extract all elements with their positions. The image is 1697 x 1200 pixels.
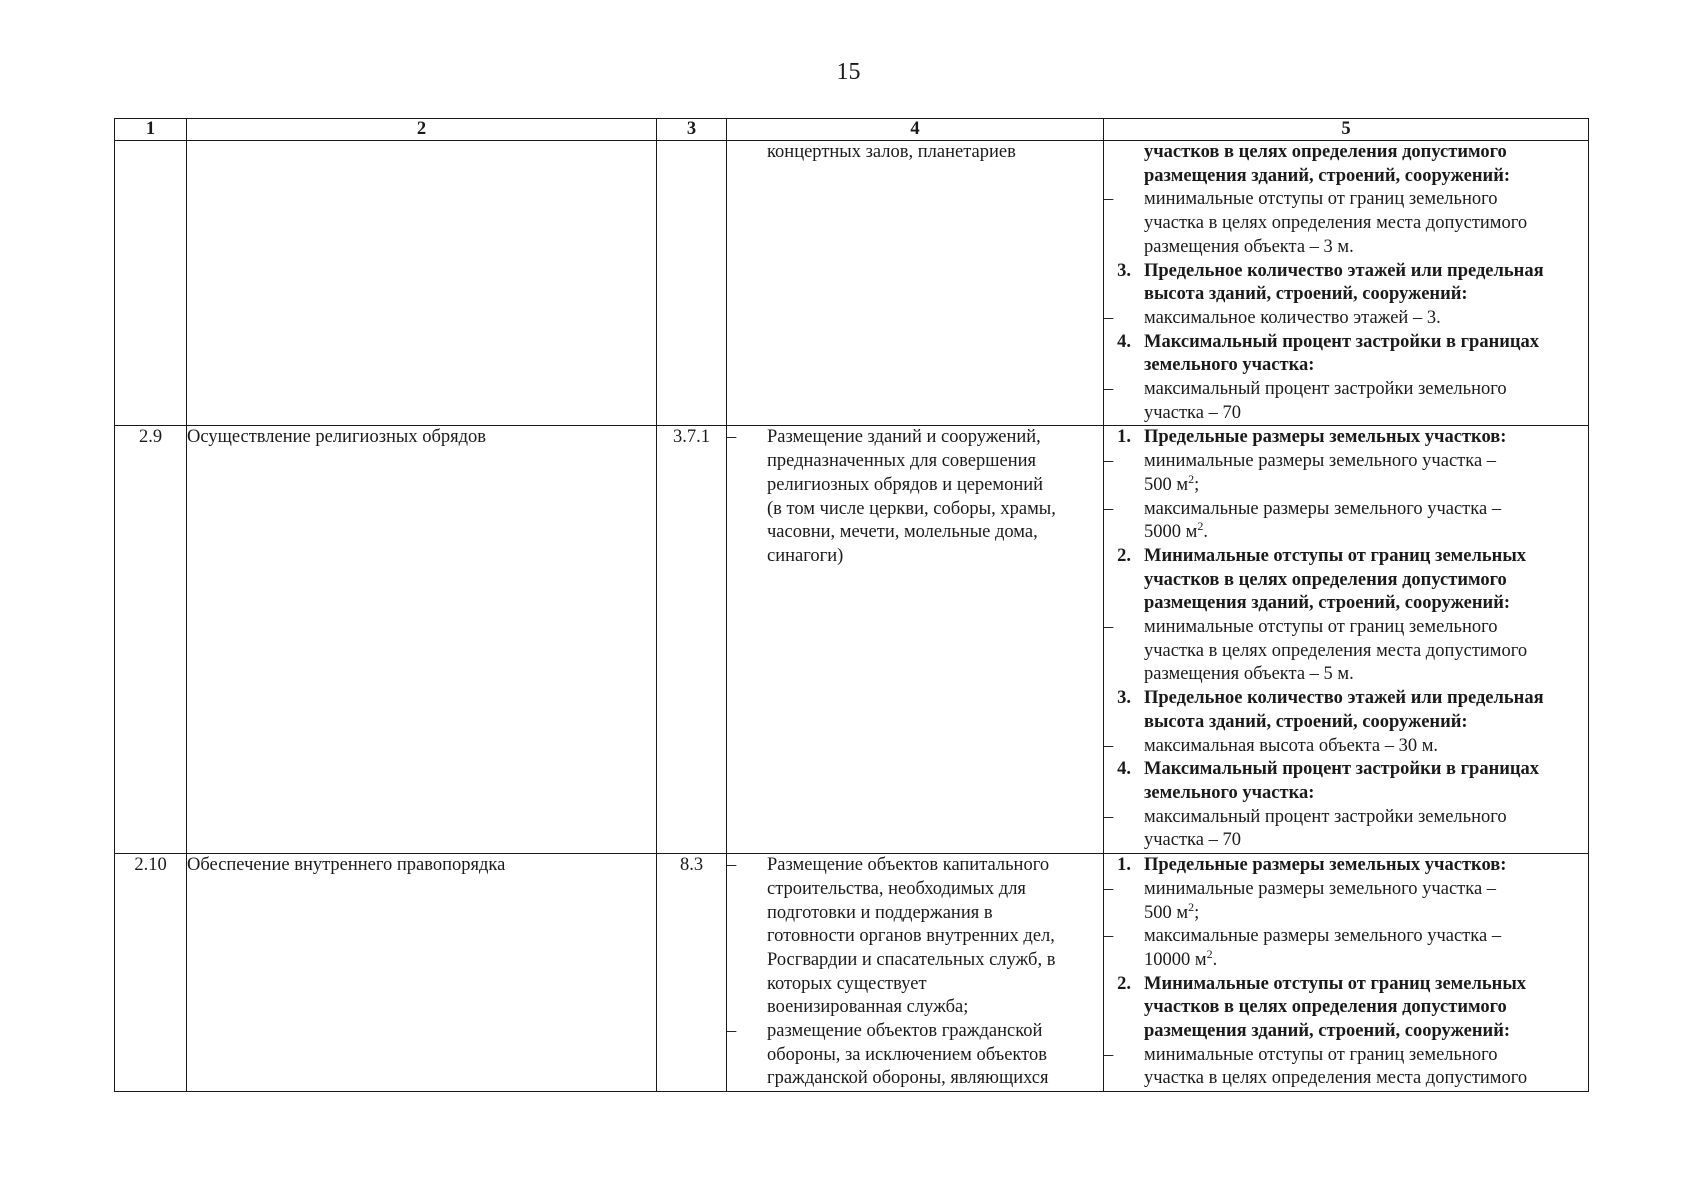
dash-marker: – (1104, 307, 1114, 328)
line-text (1144, 616, 1588, 640)
list-number (1104, 711, 1144, 735)
line-text (1144, 806, 1588, 830)
line-text-main: участка – 70 (1144, 830, 1241, 851)
line-text (767, 925, 1103, 949)
line-text-main: предназначенных для совершения (767, 451, 1037, 472)
superscript: 2 (1197, 519, 1204, 534)
text-line (1104, 1020, 1588, 1044)
list-number (727, 902, 767, 926)
line-text (1144, 260, 1588, 284)
line-text (1144, 829, 1588, 853)
line-text-main: 5000 м (1144, 522, 1198, 543)
text-line (727, 141, 1103, 165)
line-text (767, 141, 1103, 165)
line-text-main: минимальные отступы от границ земельного (1144, 617, 1498, 638)
list-number: 1. (1117, 427, 1131, 448)
line-text-main: размещения зданий, строений, сооружений: (1144, 165, 1511, 186)
text-line (727, 545, 1103, 569)
line-text-main: участка в целях определения места допустимого (1144, 1068, 1528, 1089)
line-text (1144, 188, 1588, 212)
line-text (1144, 946, 1588, 973)
header-row (115, 119, 1589, 141)
line-text-main: размещения объекта – 5 м. (1144, 664, 1354, 685)
line-text-main: участка – 70 (1144, 402, 1241, 423)
text-line (1104, 899, 1588, 926)
line-text-main: Предельные размеры земельных участков: (1144, 855, 1507, 876)
line-text-main: максимальное количество этажей – 3. (1144, 307, 1441, 328)
text-line (1104, 829, 1588, 853)
line-text (1144, 165, 1588, 189)
list-number (1104, 640, 1144, 664)
line-text-main: минимальные размеры земельного участка – (1144, 878, 1497, 899)
line-text-main: военизированная служба; (767, 997, 969, 1018)
text-line (1104, 141, 1588, 165)
line-text-main: размещения зданий, строений, сооружений: (1144, 1021, 1511, 1042)
dash-marker: – (1104, 926, 1114, 947)
bullet-line (1104, 878, 1588, 902)
line-text (767, 474, 1103, 498)
bullet-line (1104, 616, 1588, 640)
line-text-main: земельного участка: (1144, 355, 1315, 376)
text-line (727, 474, 1103, 498)
list-number: 2. (1117, 545, 1131, 566)
line-text (767, 545, 1103, 569)
row-use-name (187, 141, 657, 426)
list-number (727, 878, 767, 902)
bullet-line (1104, 378, 1588, 402)
list-number (1104, 902, 1144, 926)
text-line (727, 996, 1103, 1020)
dash-marker: – (727, 427, 737, 448)
numbered-line (1104, 331, 1588, 355)
text-line (727, 498, 1103, 522)
text-line (1104, 569, 1588, 593)
row-number: 2.10 (115, 854, 187, 1092)
list-number (1104, 354, 1144, 378)
line-text (1144, 925, 1588, 949)
line-text-main: концертных залов, планетариев (767, 142, 1016, 162)
line-text-main: высота зданий, строений, сооружений: (1144, 284, 1468, 305)
line-text (1144, 1067, 1588, 1091)
line-text (1144, 735, 1588, 759)
text-line (727, 973, 1103, 997)
text-line (1104, 782, 1588, 806)
line-text (1144, 1020, 1588, 1044)
text-line (1104, 521, 1588, 545)
line-text-main: подготовки и поддержания в (767, 902, 993, 923)
row-use-code (657, 141, 727, 426)
list-number: 4. (1117, 759, 1131, 780)
line-text-main: которых существует (767, 973, 927, 994)
line-text (767, 521, 1103, 545)
list-number (1104, 592, 1144, 616)
line-text (1144, 402, 1588, 426)
text-line (1104, 663, 1588, 687)
list-number (727, 545, 767, 569)
row-use-code: 8.3 (657, 854, 727, 1092)
list-number: 4. (1117, 331, 1131, 352)
line-text (1144, 711, 1588, 735)
line-text-main: гражданской обороны, являющихся (767, 1068, 1049, 1089)
dash-marker: – (1104, 806, 1114, 827)
text-line (1104, 354, 1588, 378)
line-text (767, 949, 1103, 973)
list-number (727, 973, 767, 997)
line-text-main: минимальные отступы от границ земельного (1144, 1044, 1498, 1065)
list-number (727, 996, 767, 1020)
line-text-main: земельного участка: (1144, 782, 1315, 803)
bullet-line (1104, 498, 1588, 522)
text-line (727, 949, 1103, 973)
bullet-line (1104, 1044, 1588, 1068)
line-text (767, 996, 1103, 1020)
line-text-main: Предельные размеры земельных участков: (1144, 427, 1507, 448)
line-text-main: Максимальный процент застройки в границах (1144, 759, 1540, 780)
dash-marker: – (1104, 451, 1114, 472)
list-number: 2. (1117, 973, 1131, 994)
list-number (1104, 402, 1144, 426)
line-text-main: религиозных обрядов и церемоний (767, 474, 1044, 495)
superscript: 2 (1206, 946, 1213, 961)
text-line (1104, 711, 1588, 735)
line-text (1144, 354, 1588, 378)
line-text (767, 426, 1103, 450)
list-number (727, 521, 767, 545)
table-row (115, 426, 1589, 854)
header-col-4: 4 (727, 119, 1104, 141)
line-text (1144, 236, 1588, 260)
zoning-table (114, 118, 1589, 1092)
bullet-line (1104, 806, 1588, 830)
list-number (727, 141, 767, 165)
row-parameters (1104, 854, 1589, 1092)
line-text-suffix: . (1203, 522, 1208, 543)
text-line (1104, 402, 1588, 426)
line-text (1144, 426, 1588, 450)
line-text-main: минимальные размеры земельного участка – (1144, 451, 1497, 472)
list-number (1104, 212, 1144, 236)
text-line (727, 902, 1103, 926)
list-number (1104, 996, 1144, 1020)
line-text (1144, 569, 1588, 593)
list-number (1104, 829, 1144, 853)
line-text-main: максимальные размеры земельного участка – (1144, 926, 1502, 947)
line-text (767, 854, 1103, 878)
line-text (1144, 687, 1588, 711)
line-text-main: Максимальный процент застройки в границах (1144, 331, 1540, 352)
line-text (1144, 283, 1588, 307)
text-line (727, 925, 1103, 949)
line-text-main: синагоги) (767, 545, 844, 566)
row-parameters (1104, 141, 1589, 426)
line-text-main: максимальные размеры земельного участка – (1144, 498, 1502, 519)
line-text-main: Минимальные отступы от границ земельных (1144, 545, 1527, 566)
line-text (767, 902, 1103, 926)
list-number (727, 949, 767, 973)
list-number: 1. (1117, 855, 1131, 876)
line-text-main: Предельное количество этажей или предельная (1144, 688, 1544, 709)
line-text-main: размещение объектов гражданской (767, 1021, 1043, 1042)
row-use-name: Осуществление религиозных обрядов (187, 426, 657, 854)
line-text-main: размещения объекта – 3 м. (1144, 236, 1354, 257)
row-use-name: Обеспечение внутреннего правопорядка (187, 854, 657, 1092)
list-number: 3. (1117, 688, 1131, 709)
text-line (1104, 592, 1588, 616)
numbered-line (1104, 973, 1588, 997)
line-text-main: Размещение объектов капитального (767, 855, 1050, 876)
list-number (1104, 521, 1144, 545)
header-col-5: 5 (1104, 119, 1589, 141)
text-line (1104, 946, 1588, 973)
line-text (1144, 212, 1588, 236)
numbered-line (1104, 758, 1588, 782)
line-text-main: Размещение зданий и сооружений, (767, 427, 1041, 448)
line-text (1144, 640, 1588, 664)
list-number (727, 925, 767, 949)
text-line (727, 521, 1103, 545)
line-text (1144, 899, 1588, 926)
line-text (1144, 878, 1588, 902)
bullet-line (1104, 450, 1588, 474)
numbered-line (1104, 260, 1588, 284)
numbered-line (1104, 854, 1588, 878)
line-text (767, 1020, 1103, 1044)
line-text-main: 500 м (1144, 474, 1189, 495)
bullet-line (1104, 735, 1588, 759)
line-text-main: высота зданий, строений, сооружений: (1144, 711, 1468, 732)
line-text (1144, 450, 1588, 474)
line-text-main: часовни, мечети, молельные дома, (767, 522, 1038, 543)
line-text (1144, 331, 1588, 355)
bullet-line (1104, 307, 1588, 331)
text-line (727, 1044, 1103, 1068)
list-number (727, 498, 767, 522)
header-col-1: 1 (115, 119, 187, 141)
list-number (1104, 283, 1144, 307)
line-text (1144, 996, 1588, 1020)
line-text-main: размещения зданий, строений, сооружений: (1144, 593, 1511, 614)
line-text (767, 1067, 1103, 1091)
text-line (727, 450, 1103, 474)
text-line (1104, 283, 1588, 307)
list-number (727, 474, 767, 498)
text-line (1104, 236, 1588, 260)
row-description (727, 426, 1104, 854)
line-text (1144, 521, 1588, 545)
numbered-line (1104, 545, 1588, 569)
line-text-main: максимальная высота объекта – 30 м. (1144, 735, 1439, 756)
dash-marker: – (1104, 1044, 1114, 1065)
superscript: 2 (1188, 899, 1195, 914)
line-text (1144, 545, 1588, 569)
list-number (1104, 949, 1144, 973)
list-number (1104, 663, 1144, 687)
line-text-suffix: . (1212, 949, 1218, 970)
dash-marker: – (727, 855, 737, 876)
line-text (767, 498, 1103, 522)
line-text (767, 450, 1103, 474)
list-number (727, 1067, 767, 1091)
text-line (1104, 996, 1588, 1020)
text-line (1104, 1067, 1588, 1091)
line-text-main: готовности органов внутренних дел, (767, 926, 1055, 947)
line-text-main: Росгвардии и спасательных служб, в (767, 949, 1056, 970)
line-text-main: 10000 м (1144, 949, 1207, 970)
text-line (727, 1067, 1103, 1091)
header-col-2: 2 (187, 119, 657, 141)
dash-marker: – (1104, 498, 1114, 519)
numbered-line (1104, 687, 1588, 711)
line-text-main: строительства, необходимых для (767, 878, 1026, 899)
line-text-main: участков в целях определения допустимого (1144, 569, 1507, 590)
line-text (1144, 854, 1588, 878)
line-text-main: участков в целях определения допустимого (1144, 997, 1507, 1018)
line-text (1144, 592, 1588, 616)
line-text-main: максимальный процент застройки земельного (1144, 379, 1507, 400)
text-line (1104, 471, 1588, 498)
line-text-main: 500 м (1144, 902, 1189, 923)
list-number (1104, 569, 1144, 593)
line-text (1144, 758, 1588, 782)
table-row (115, 854, 1589, 1092)
line-text (1144, 782, 1588, 806)
dash-marker: – (727, 1021, 737, 1042)
bullet-line (1104, 188, 1588, 212)
list-number (1104, 782, 1144, 806)
line-text (767, 878, 1103, 902)
line-text-suffix: ; (1194, 902, 1200, 923)
line-text (1144, 973, 1588, 997)
bullet-line (1104, 925, 1588, 949)
line-text-main: (в том числе церкви, соборы, храмы, (767, 498, 1056, 519)
list-number (727, 450, 767, 474)
dash-marker: – (1104, 617, 1114, 638)
numbered-line (1104, 426, 1588, 450)
line-text (1144, 141, 1588, 165)
list-number (1104, 236, 1144, 260)
bullet-line (727, 854, 1103, 878)
line-text-main: участка в целях определения места допустимого (1144, 640, 1528, 661)
row-use-code: 3.7.1 (657, 426, 727, 854)
line-text-main: максимальный процент застройки земельного (1144, 806, 1507, 827)
list-number: 3. (1117, 260, 1131, 281)
dash-marker: – (1104, 878, 1114, 899)
row-description (727, 854, 1104, 1092)
line-text (767, 1044, 1103, 1068)
line-text (1144, 1044, 1588, 1068)
text-line (1104, 165, 1588, 189)
text-line (1104, 212, 1588, 236)
list-number (1104, 141, 1144, 165)
row-number: 2.9 (115, 426, 187, 854)
line-text (1144, 307, 1588, 331)
line-text (1144, 498, 1588, 522)
dash-marker: – (1104, 189, 1114, 210)
dash-marker: – (1104, 735, 1114, 756)
line-text-suffix: ; (1194, 474, 1200, 495)
line-text-main: участка в целях определения места допустимого (1144, 213, 1528, 234)
header-col-3: 3 (657, 119, 727, 141)
line-text (1144, 471, 1588, 498)
list-number (1104, 165, 1144, 189)
table-row (115, 141, 1589, 426)
list-number (1104, 1020, 1144, 1044)
text-line (1104, 640, 1588, 664)
bullet-line (727, 1020, 1103, 1044)
line-text (1144, 378, 1588, 402)
dash-marker: – (1104, 379, 1114, 400)
line-text-main: минимальные отступы от границ земельного (1144, 189, 1498, 210)
row-description (727, 141, 1104, 426)
line-text-main: Предельное количество этажей или предельная (1144, 260, 1544, 281)
list-number (1104, 1067, 1144, 1091)
line-text-main: участков в целях определения допустимого (1144, 142, 1507, 162)
line-text-main: обороны, за исключением объектов (767, 1044, 1047, 1065)
list-number (1104, 474, 1144, 498)
line-text (1144, 663, 1588, 687)
superscript: 2 (1188, 471, 1195, 486)
bullet-line (727, 426, 1103, 450)
row-number (115, 141, 187, 426)
line-text (767, 973, 1103, 997)
row-parameters (1104, 426, 1589, 854)
text-line (727, 878, 1103, 902)
line-text-main: Минимальные отступы от границ земельных (1144, 973, 1527, 994)
list-number (727, 1044, 767, 1068)
page-number: 15 (836, 59, 861, 85)
